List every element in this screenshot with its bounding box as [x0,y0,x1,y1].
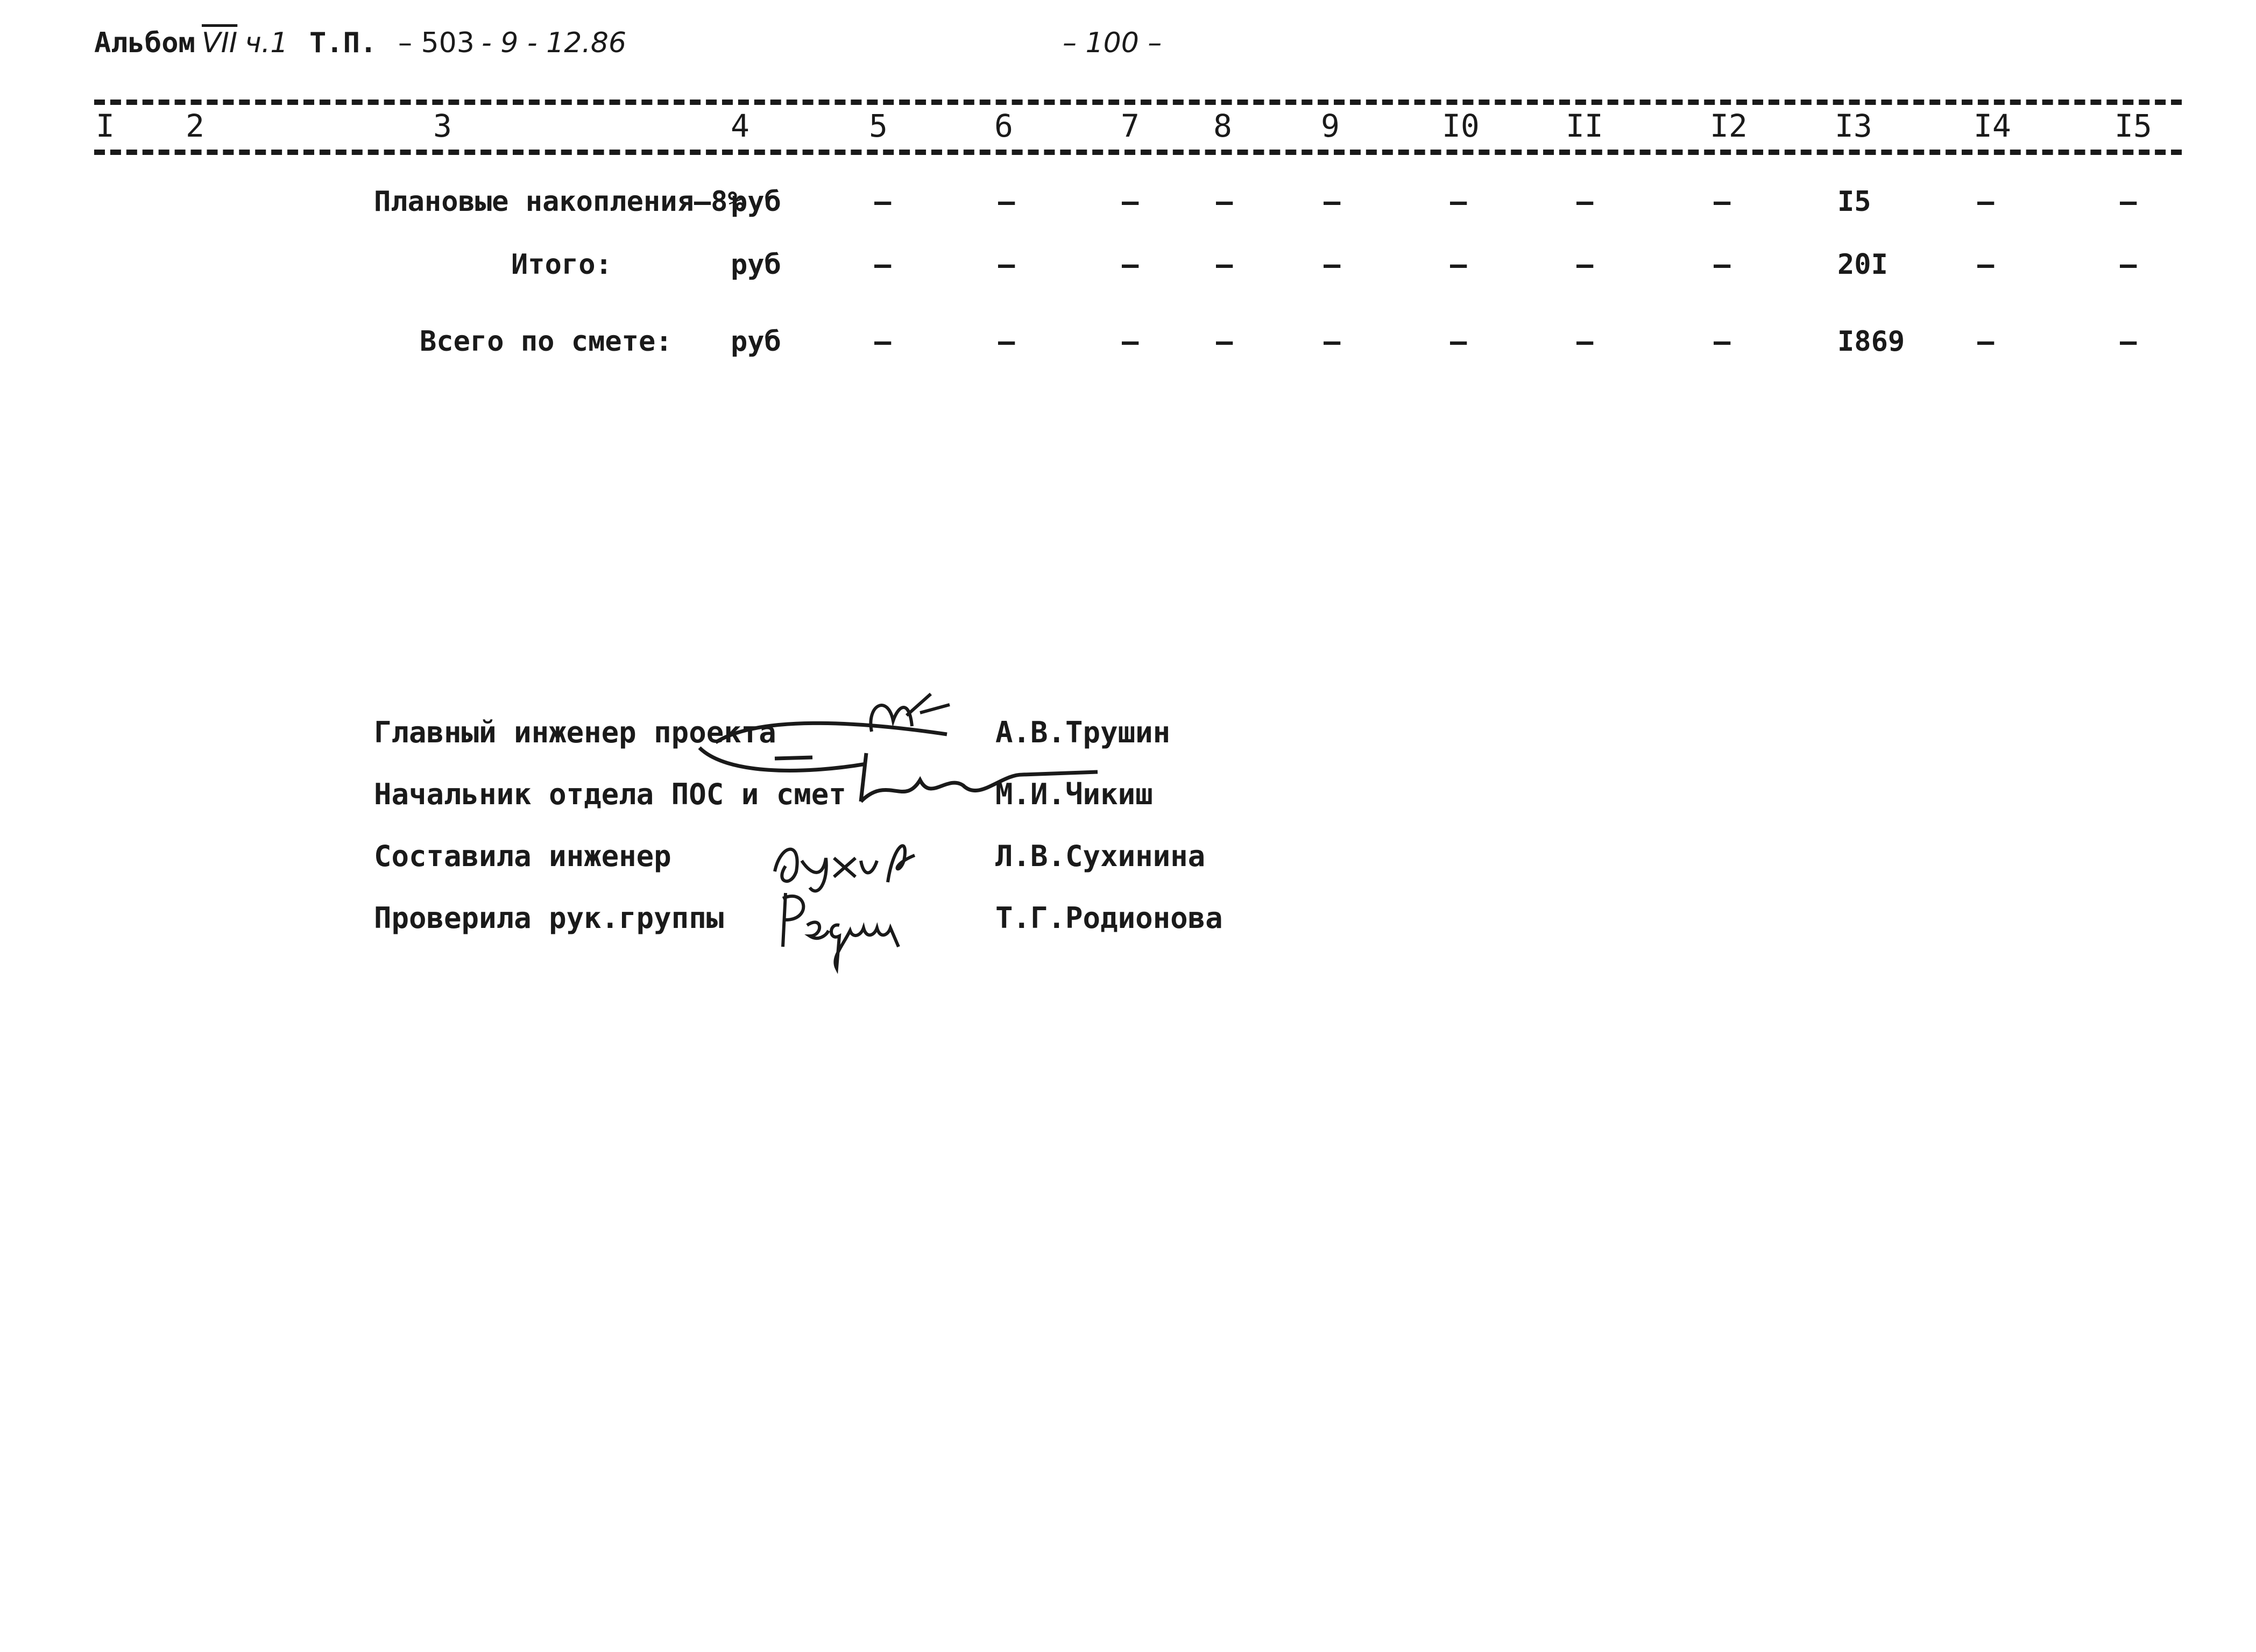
column-header-4: 4 [731,108,749,144]
cell-c14: – [1977,186,1995,218]
cell-c8: – [1216,186,1233,218]
cell-c13: 20I [1837,249,1888,281]
cell-c5: – [874,249,892,281]
cell-c13: I869 [1837,325,1905,358]
cell-c7: – [1122,249,1139,281]
tp-number-printed: – 503 [398,27,475,59]
column-header-2: 2 [186,108,204,144]
page-number: – 100 – [1063,27,1162,59]
handwritten-signature-department-head [845,742,1103,818]
column-header-7: 7 [1121,108,1140,144]
cell-c6: – [998,186,1015,218]
cell-c9: – [1324,249,1341,281]
cell-c7: – [1122,186,1139,218]
column-header-6: 6 [994,108,1013,144]
table-top-rule [94,100,2182,105]
row-unit: руб [731,249,781,281]
column-header-11: II [1566,108,1603,144]
cell-c6: – [998,249,1015,281]
signature-role-compiler: Составила инженер [374,839,671,873]
cell-c12: – [1714,186,1731,218]
cell-c11: – [1576,325,1594,358]
cell-c9: – [1324,325,1341,358]
cell-c14: – [1977,325,1995,358]
cell-c8: – [1216,249,1233,281]
row-name: Плановые накопления–8% [374,186,745,218]
row-name: Итого: [511,249,612,281]
cell-c6: – [998,325,1015,358]
cell-c15: – [2120,249,2137,281]
handwritten-signature-checker [775,882,936,974]
signature-name-department-head: М.И.Чикиш [995,777,1153,811]
column-header-5: 5 [869,108,888,144]
album-label: Альбом [94,27,195,59]
row-unit: руб [731,186,781,218]
cell-c5: – [874,186,892,218]
signature-role-checker: Проверила рук.группы [374,901,724,935]
column-header-3: 3 [433,108,452,144]
cell-c15: – [2120,325,2137,358]
signature-name-chief-engineer: А.В.Трушин [995,715,1171,749]
cell-c12: – [1714,249,1731,281]
cell-c7: – [1122,325,1139,358]
cell-c15: – [2120,186,2137,218]
cell-c5: – [874,325,892,358]
table-header-rule [94,150,2182,155]
signature-role-chief-engineer: Главный инженер проекта [374,715,776,749]
cell-c14: – [1977,249,1995,281]
column-header-13: I3 [1835,108,1872,144]
cell-c12: – [1714,325,1731,358]
cell-c11: – [1576,186,1594,218]
cell-c11: – [1576,249,1594,281]
column-header-15: I5 [2114,108,2152,144]
cell-c13: I5 [1837,186,1871,218]
cell-c10: – [1450,325,1467,358]
album-part: ч.1 [245,27,288,59]
signature-name-checker: Т.Г.Родионова [995,901,1223,935]
cell-c8: – [1216,325,1233,358]
signature-name-compiler: Л.В.Сухинина [995,839,1206,873]
cell-c10: – [1450,249,1467,281]
tp-number-handwritten: - 9 - 12.86 [482,27,627,59]
column-header-14: I4 [1974,108,2011,144]
column-header-8: 8 [1213,108,1232,144]
signature-role-department-head: Начальник отдела ПОС и смет [374,777,846,811]
row-unit: руб [731,325,781,358]
tp-label: Т.П. [309,27,377,59]
column-header-9: 9 [1321,108,1340,144]
column-header-10: I0 [1442,108,1480,144]
column-header-1: I [96,108,115,144]
row-name: Всего по смете: [420,325,673,358]
column-header-12: I2 [1710,108,1748,144]
cell-c10: – [1450,186,1467,218]
album-volume: $\overline{VII}$ [202,27,238,59]
cell-c9: – [1324,186,1341,218]
